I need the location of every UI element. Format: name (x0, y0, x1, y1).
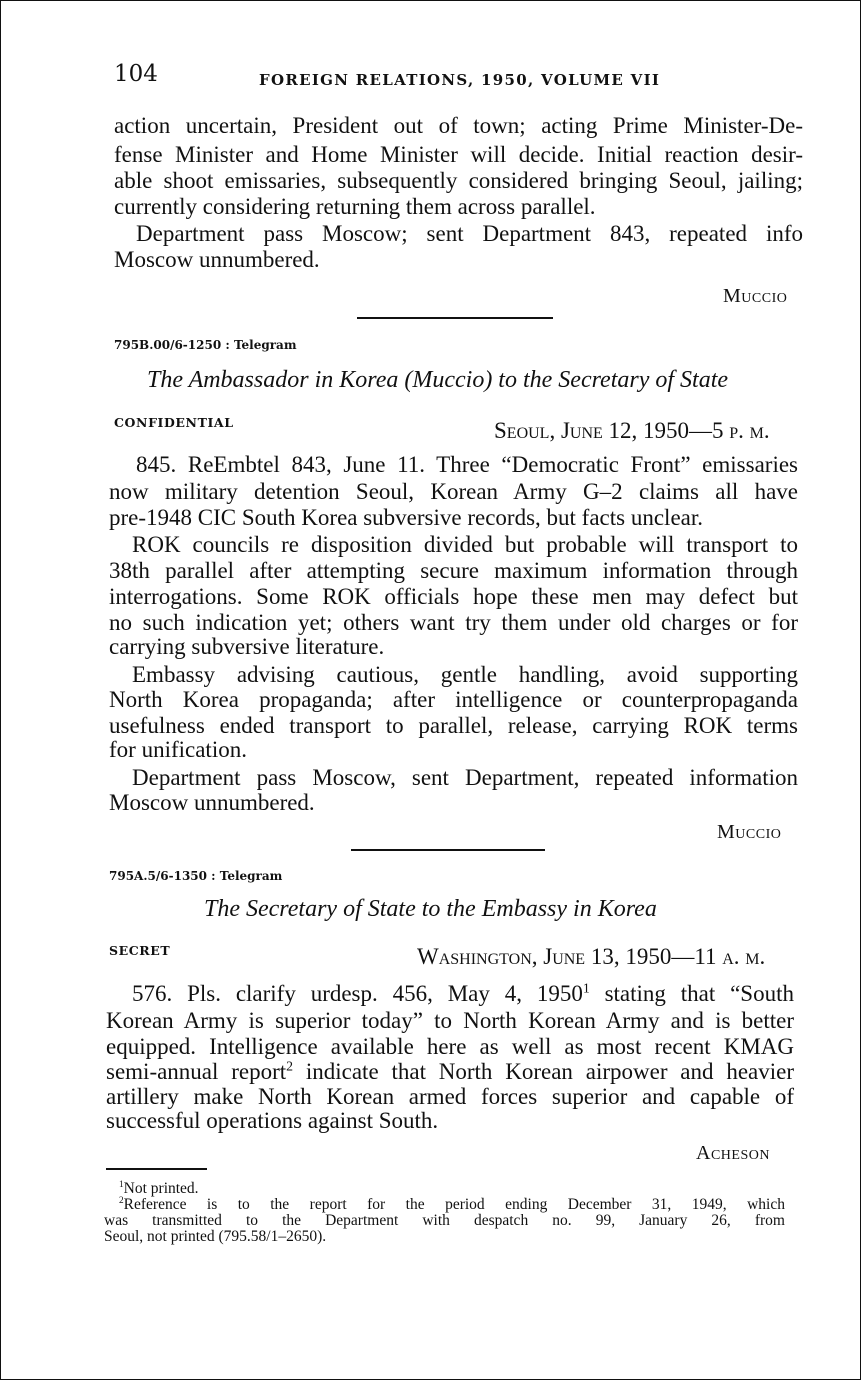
signature: Muccio (717, 821, 782, 843)
text-line: Moscow unnumbered. (109, 790, 315, 815)
text-line: North Korea propaganda; after intelligence or counterpropaganda (109, 687, 798, 712)
text-line (132, 981, 794, 1007)
text-line: artillery make North Korean armed forces superior and capable of (106, 1084, 794, 1109)
text-line: pre-1948 CIC South Korea subversive records, but facts unclear. (109, 505, 704, 530)
signature: Acheson (696, 1142, 770, 1164)
text-line: Embassy advising cautious, gentle handling, avoid supporting (132, 662, 798, 687)
page-number: 104 (114, 61, 158, 87)
text-line: ROK councils re disposition divided but probable will transport to (132, 532, 798, 557)
footnote-text: Not printed. (123, 1180, 199, 1197)
document-heading: The Ambassador in Korea (Muccio) to the Secretary of State (147, 367, 729, 393)
section-divider (351, 849, 545, 851)
text-line: Department pass Moscow, sent Department, repeated information (132, 765, 798, 790)
dateline: Seoul, June 12, 1950—5 p. m. (494, 418, 770, 443)
footnote-ref: 2 (286, 1058, 294, 1074)
footnote (119, 1181, 199, 1196)
document-heading: The Secretary of State to the Embassy in Korea (204, 896, 657, 922)
document-page (1, 1, 861, 1381)
running-head: FOREIGN RELATIONS, 1950, VOLUME VII (259, 71, 661, 89)
classification: CONFIDENTIAL (114, 415, 234, 430)
dateline: Washington, June 13, 1950—11 a. m. (417, 944, 766, 969)
text-line (106, 1059, 794, 1085)
file-number: 795B.00/6-1250 : Telegram (114, 338, 297, 352)
text-span: stating that “South (589, 981, 794, 1006)
footnote-mark: 2 (119, 1195, 124, 1206)
footnote-text: was transmitted to the Department with despatch no. 99, January 26, from (104, 1212, 785, 1229)
text-line: 845. ReEmbtel 843, June 11. Three “Democratic Front” emissaries (136, 452, 798, 477)
text-line: successful operations against South. (106, 1108, 439, 1133)
classification: SECRET (109, 943, 171, 958)
text-line: Korean Army is superior today” to North Korean Army and is better (106, 1008, 794, 1033)
footnote (119, 1197, 785, 1212)
file-number: 795A.5/6-1350 : Telegram (109, 869, 283, 883)
text-line: Moscow unnumbered. (114, 247, 320, 272)
text-line: usefulness ended transport to parallel, release, carrying ROK terms (109, 713, 798, 738)
text-line: carrying subversive literature. (109, 634, 385, 659)
footnote-text: Seoul, not printed (795.58/1–2650). (104, 1228, 327, 1245)
text-line: Department pass Moscow; sent Department 843, repeated info (136, 221, 803, 246)
text-line: interrogations. Some ROK officials hope these men may defect but (109, 584, 798, 609)
text-line: fense Minister and Home Minister will decide. Initial reaction desir- (114, 142, 803, 167)
text-line: currently considering returning them across parallel. (114, 194, 596, 219)
text-line: for unification. (109, 737, 247, 762)
section-divider (357, 317, 553, 319)
text-line: 38th parallel after attempting secure maximum information through (109, 558, 798, 583)
text-span: indicate that North Korean airpower and heavier (293, 1059, 794, 1084)
footnote-ref: 1 (582, 980, 590, 996)
text-line: now military detention Seoul, Korean Army G–2 claims all have (109, 479, 798, 504)
text-line: able shoot emissaries, subsequently considered bringing Seoul, jailing; (114, 168, 803, 193)
text-line: action uncertain, President out of town; acting Prime Minister-De- (114, 113, 803, 138)
footnote-text: Reference is to the report for the period ending December 31, 1949, which (123, 1196, 785, 1213)
text-line: equipped. Intelligence available here as well as most recent KMAG (106, 1034, 794, 1059)
footnote-mark: 1 (119, 1179, 124, 1190)
text-line: no such indication yet; others want try them under old charges or for (109, 610, 798, 635)
signature: Muccio (723, 285, 788, 307)
text-span: semi-annual report (106, 1059, 287, 1084)
text-span: 576. Pls. clarify urdesp. 456, May 4, 1950 (132, 981, 583, 1006)
footnote-divider (106, 1168, 207, 1170)
